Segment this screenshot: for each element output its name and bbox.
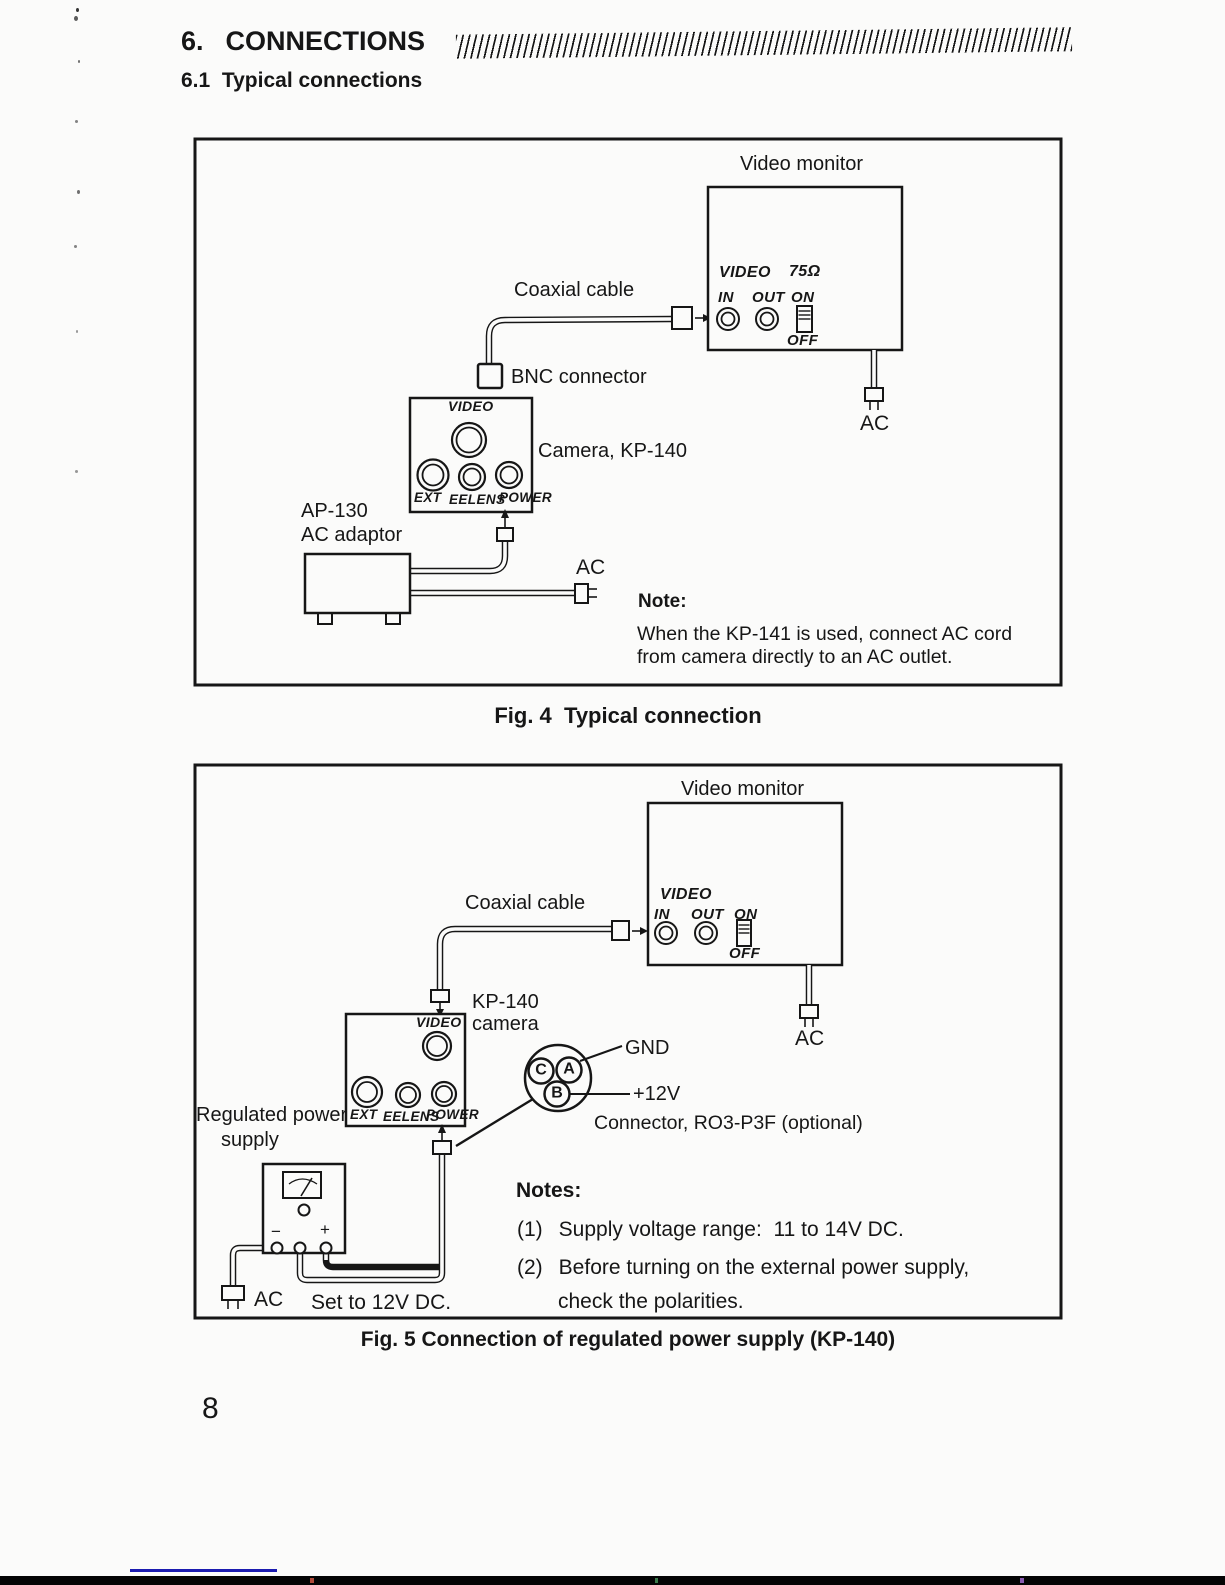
fig5-gnd-label: GND (625, 1037, 670, 1059)
fig5-pin-b-label: B (551, 1084, 563, 1102)
fig5-monitor-in-label: IN (654, 906, 670, 923)
fig4-bnc-connector-label: BNC connector (511, 366, 647, 388)
fig4-note-title: Note: (638, 591, 687, 612)
cable-core (440, 929, 612, 990)
fig5-set-to-12v-label: Set to 12V DC. (311, 1291, 452, 1314)
fig5-video-monitor-label: Video monitor (681, 778, 805, 800)
fig5-note2-line2: check the polarities. (558, 1290, 744, 1313)
fig5-monitor-power-cord (800, 965, 818, 1027)
fig5-note2-number: (2) (517, 1256, 543, 1279)
fig4-note-line1: When the KP-141 is used, connect AC cord (637, 623, 1013, 645)
fig4-camera-video-label: VIDEO (448, 398, 494, 414)
fig5-coax-plug-camera (431, 990, 449, 1002)
fig4-ac-plug-adaptor (575, 584, 588, 603)
fig5-note2-text: Before turning on the external power supply, (558, 1256, 970, 1279)
fig5-note1-number: (1) (517, 1218, 543, 1241)
fig4-monitor-video-label: VIDEO (719, 264, 771, 281)
section-title: CONNECTIONS (225, 26, 426, 56)
fig5-monitor-video-label: VIDEO (660, 886, 712, 903)
scan-noise (655, 1578, 658, 1583)
fig5-note1-text: Supply voltage range: 11 to 14V DC. (558, 1218, 904, 1241)
fig4-coaxial-cable-label: Coaxial cable (514, 279, 635, 301)
fig5-ac-label-supply: AC (254, 1288, 284, 1311)
fig4-adaptor-foot (386, 613, 400, 624)
fig5-ac-label-monitor: AC (795, 1027, 825, 1050)
scan-blue-line (130, 1569, 277, 1572)
subsection-heading: 6.1 Typical connections (181, 69, 423, 92)
fig5-12v-label: +12V (633, 1083, 681, 1105)
fig5-video-monitor (648, 803, 842, 965)
fig5-minus-label: − (271, 1222, 281, 1241)
fig5-camera-label-line1: KP-140 (472, 991, 539, 1013)
fig4-ac-adaptor (305, 554, 597, 624)
section-number: 6. (181, 26, 204, 56)
fig4-ac-label-adaptor: AC (576, 556, 606, 579)
fig5-terminal-mid (295, 1243, 306, 1254)
cable-core (410, 541, 505, 571)
fig4-monitor-power-cord (865, 350, 883, 410)
fig5-coax-plug-monitor (612, 921, 629, 940)
fig5-gnd-leader-line (580, 1046, 622, 1061)
cable-outer (410, 541, 505, 571)
fig4-note-line2: from camera directly to an AC outlet. (637, 646, 953, 668)
fig4-monitor-impedance-label: 75Ω (789, 263, 821, 280)
cable-outer (489, 319, 672, 366)
fig5-terminal-plus (321, 1243, 332, 1254)
fig5-camera-ext-label: EXT (350, 1107, 378, 1122)
fig4-adaptor-label-line1: AP-130 (301, 500, 368, 522)
fig4-camera-ext-label: EXT (414, 490, 442, 505)
page-number: 8 (202, 1392, 219, 1425)
fig4-power-plug (497, 528, 513, 541)
fig5-coaxial-cable-label: Coaxial cable (465, 892, 586, 914)
fig5-monitor-off-label: OFF (729, 945, 761, 962)
fig4-camera-eelens-label: EELENS (449, 492, 506, 507)
fig5-camera-power-label: POWER (426, 1107, 480, 1122)
fig5-pin-a-label: A (563, 1060, 575, 1078)
fig4-caption: Fig. 4 Typical connection (494, 703, 762, 728)
fig4-monitor-off-label: OFF (787, 332, 819, 349)
fig4-bnc-connector (478, 364, 502, 388)
fig5-note1 (517, 1218, 904, 1242)
fig4-adaptor-cable (410, 541, 505, 571)
fig5-terminal-minus (272, 1243, 283, 1254)
fig4-monitor-in-label: IN (718, 289, 734, 306)
fig5-camera-label-line2: camera (472, 1013, 539, 1035)
fig4-video-monitor-label: Video monitor (740, 153, 864, 175)
fig4-camera-label: Camera, KP-140 (538, 440, 687, 462)
fig4-adaptor-foot (318, 613, 332, 624)
scan-bottom-bar (0, 1576, 1225, 1585)
cable-outer (326, 1254, 439, 1267)
fig4-coax-plug-monitor (672, 307, 692, 329)
fig4-coaxial-cable (489, 319, 672, 366)
fig5-monitor-on-label: ON (734, 906, 758, 923)
fig4-adaptor-label-line2: AC adaptor (301, 524, 403, 546)
fig4-ac-plug-monitor (865, 388, 883, 401)
fig5-coaxial-cable (440, 929, 612, 990)
fig5-camera-eelens-label: EELENS (383, 1109, 440, 1124)
fig4-adaptor-outline (305, 554, 410, 613)
fig5-regulated-label-line1: Regulated power (196, 1104, 348, 1126)
scan-noise (310, 1578, 314, 1583)
fig5-connector-label: Connector, RO3-P3F (optional) (594, 1112, 863, 1134)
fig5-ac-plug-monitor (800, 1005, 818, 1018)
fig5-power-plug (433, 1141, 451, 1154)
fig4-monitor-out-label: OUT (752, 289, 785, 306)
scan-noise (1020, 1578, 1024, 1583)
fig5-regulated-label-line2: supply (221, 1129, 279, 1151)
cable-outer (440, 929, 612, 990)
fig5-plus-label: + (320, 1220, 330, 1239)
fig5-monitor-out-label: OUT (691, 906, 724, 923)
cable-core (489, 319, 672, 366)
fig4-monitor-on-label: ON (791, 289, 815, 306)
fig4-camera-power-label: POWER (499, 490, 553, 505)
fig5-notes-title: Notes: (516, 1179, 582, 1202)
fig5-monitor-outline (648, 803, 842, 965)
fig5-note2 (517, 1256, 969, 1280)
fig5-ac-plug-supply (222, 1286, 244, 1300)
fig5-caption: Fig. 5 Connection of regulated power supply (KP-140) (360, 1328, 896, 1351)
fig4-ac-label-monitor: AC (860, 412, 890, 435)
fig5-camera-video-label: VIDEO (416, 1014, 462, 1030)
fig5-pin-c-label: C (535, 1061, 547, 1079)
